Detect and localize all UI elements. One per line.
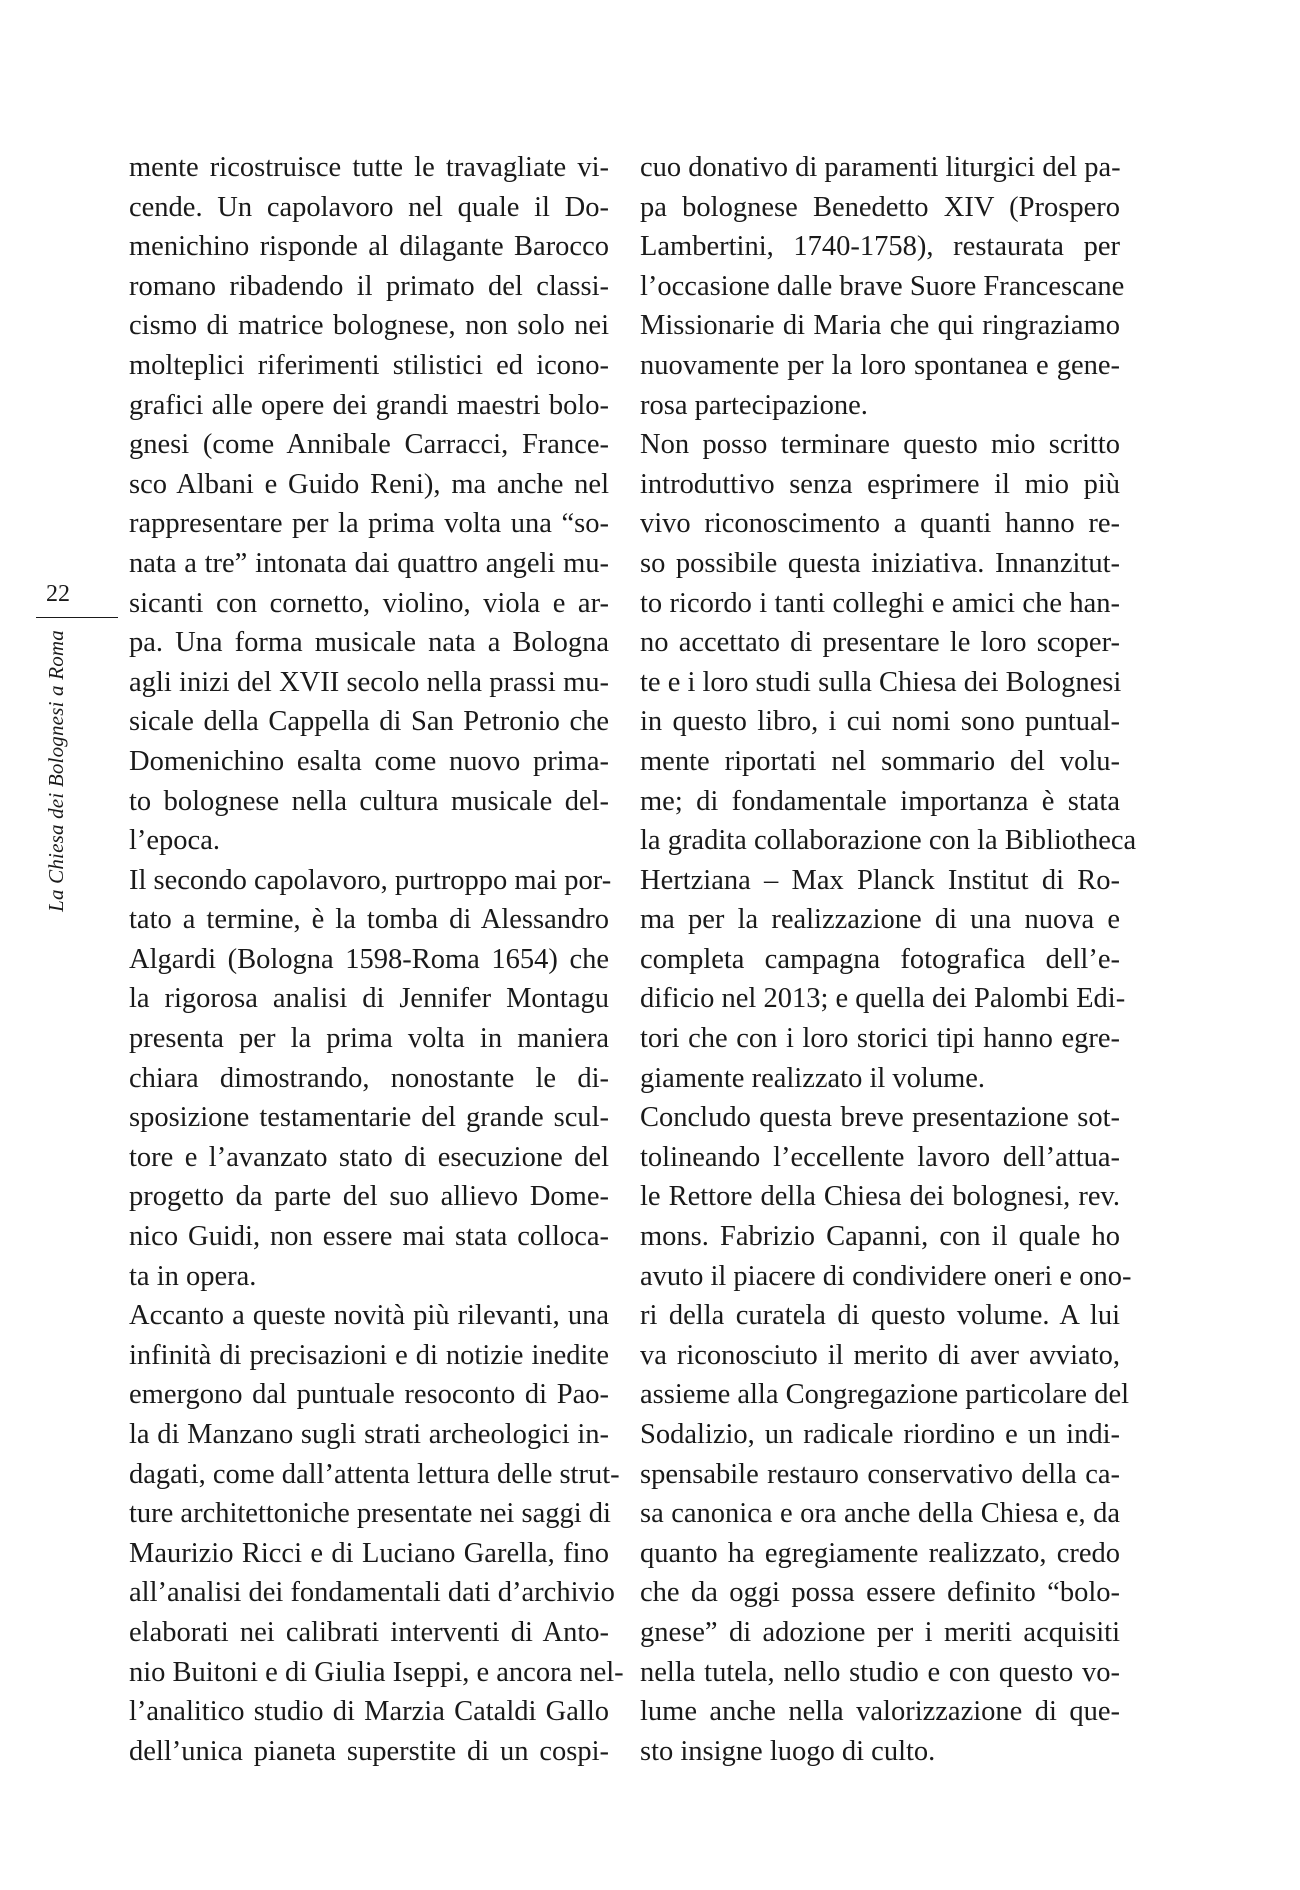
text-line: Missionarie di Maria che qui ringraziamo (640, 310, 1120, 342)
text-line: agli inizi del XVII secolo nella prassi mu- (129, 666, 609, 698)
text-line: sa canonica e ora anche della Chiesa e, da (640, 1498, 1120, 1530)
text-line: sposizione testamentarie del grande scul- (129, 1102, 609, 1134)
text-line: rappresentare per la prima volta una “so- (129, 508, 609, 540)
text-line: chiara dimostrando, nonostante le di- (129, 1062, 609, 1094)
text-line: Accanto a queste novità più rilevanti, una (129, 1300, 609, 1332)
text-line: cismo di matrice bolognese, non solo nei (129, 310, 609, 342)
text-line: pa bolognese Benedetto XIV (Prospero (640, 191, 1120, 223)
text-line: nata a tre” intonata dai quattro angeli mu- (129, 547, 609, 579)
text-line: progetto da parte del suo allievo Dome- (129, 1181, 609, 1213)
text-line: quanto ha egregiamente realizzato, credo (640, 1537, 1120, 1569)
text-line: Il secondo capolavoro, purtroppo mai por- (129, 864, 612, 896)
text-line: ma per la realizzazione di una nuova e (640, 904, 1120, 936)
text-line: Domenichino esalta come nuovo prima- (129, 745, 609, 777)
right-text-column (640, 148, 1137, 1771)
text-line: dell’unica pianeta superstite di un cospi- (129, 1735, 609, 1767)
running-title: La Chiesa dei Bolognesi a Roma (44, 630, 68, 912)
text-line: Lambertini, 1740-1758), restaurata per (640, 231, 1120, 263)
text-line: in questo libro, i cui nomi sono puntual- (640, 706, 1120, 738)
text-line: me; di fondamentale importanza è stata (640, 785, 1120, 817)
text-line: va riconosciuto il merito di aver avviato, (640, 1339, 1120, 1371)
text-line: Non posso terminare questo mio scritto (640, 429, 1120, 461)
text-line: vivo riconoscimento a quanti hanno re- (640, 508, 1120, 540)
left-text-column (129, 148, 624, 1771)
text-line: ta in opera. (129, 1260, 257, 1292)
text-line: Hertziana – Max Planck Institut di Ro- (640, 864, 1120, 896)
text-line: le Rettore della Chiesa dei bolognesi, rev. (640, 1181, 1120, 1213)
text-line: ture architettoniche presentate nei saggi di (129, 1498, 611, 1530)
text-line: rosa partecipazione. (640, 389, 868, 421)
text-line: elaborati nei calibrati interventi di Anto- (129, 1616, 609, 1648)
text-line: la gradita collaborazione con la Bibliotheca (640, 825, 1137, 857)
text-line: Algardi (Bologna 1598-Roma 1654) che (129, 943, 609, 975)
text-line: grafici alle opere dei grandi maestri bolo- (129, 389, 609, 421)
text-line: avuto il piacere di condividere oneri e ono- (640, 1260, 1132, 1292)
text-line: assieme alla Congregazione particolare del (640, 1379, 1130, 1411)
text-line: tolineando l’eccellente lavoro dell’attua- (640, 1141, 1120, 1173)
text-line: no accettato di presentare le loro scoper- (640, 627, 1120, 659)
text-line: dagati, come dall’attenta lettura delle strut- (129, 1458, 620, 1490)
text-line: nella tutela, nello studio e con questo vo- (640, 1656, 1120, 1688)
text-line: lume anche nella valorizzazione di que- (640, 1696, 1120, 1728)
text-line: tore e l’avanzato stato di esecuzione del (129, 1141, 609, 1173)
text-line: gnesi (come Annibale Carracci, France- (129, 429, 609, 461)
text-line: mente ricostruisce tutte le travagliate vi- (129, 152, 609, 183)
text-line: all’analisi dei fondamentali dati d’archivio (129, 1577, 615, 1609)
text-line: gnese” di adozione per i meriti acquisiti (640, 1616, 1120, 1648)
text-line: sicale della Cappella di San Petronio che (129, 706, 609, 738)
text-line: menichino risponde al dilagante Barocco (129, 231, 609, 263)
text-line: pa. Una forma musicale nata a Bologna (129, 627, 609, 659)
text-line: l’analitico studio di Marzia Cataldi Gallo (129, 1696, 609, 1728)
text-line: introduttivo senza esprimere il mio più (640, 468, 1120, 500)
text-line: mente riportati nel sommario del volu- (640, 745, 1120, 777)
text-line: te e i loro studi sulla Chiesa dei Bolognesi (640, 666, 1122, 698)
text-line: romano ribadendo il primato del classi- (129, 270, 609, 302)
text-line: spensabile restauro conservativo della ca- (640, 1458, 1120, 1490)
text-line: la di Manzano sugli strati archeologici in- (129, 1419, 609, 1450)
text-line: sco Albani e Guido Reni), ma anche nel (129, 468, 609, 500)
text-line: mons. Fabrizio Capanni, con il quale ho (640, 1221, 1120, 1253)
text-line: tori che con i loro storici tipi hanno egre- (640, 1023, 1120, 1055)
text-line: Concludo questa breve presentazione sot- (640, 1102, 1120, 1134)
text-line: completa campagna fotografica dell’e- (640, 943, 1120, 975)
text-line: to bolognese nella cultura musicale del- (129, 785, 609, 817)
text-line: l’epoca. (129, 825, 220, 857)
text-line: to ricordo i tanti colleghi e amici che han- (640, 587, 1120, 619)
text-line: molteplici riferimenti stilistici ed icono- (129, 349, 609, 381)
text-line: giamente realizzato il volume. (640, 1062, 986, 1094)
margin-rule (36, 617, 118, 618)
text-line: che da oggi possa essere definito “bolo- (640, 1577, 1120, 1609)
text-line: l’occasione dalle brave Suore Francescane (640, 270, 1125, 302)
text-line: Maurizio Ricci e di Luciano Garella, fino (129, 1537, 609, 1569)
text-line: Sodalizio, un radicale riordino e un indi- (640, 1419, 1120, 1450)
text-line: emergono dal puntuale resoconto di Pao- (129, 1379, 609, 1411)
text-line: cuo donativo di paramenti liturgici del pa- (640, 152, 1121, 183)
text-line: sto insigne luogo di culto. (640, 1735, 936, 1767)
text-line: nico Guidi, non essere mai stata colloca- (129, 1221, 609, 1253)
text-line: dificio nel 2013; e quella dei Palombi Edi- (640, 983, 1126, 1015)
text-line: cende. Un capolavoro nel quale il Do- (129, 191, 609, 223)
text-line: ri della curatela di questo volume. A lui (640, 1300, 1120, 1332)
page-number: 22 (46, 581, 70, 607)
text-line: tato a termine, è la tomba di Alessandro (129, 904, 609, 936)
text-line: presenta per la prima volta in maniera (129, 1023, 609, 1055)
text-line: so possibile questa iniziativa. Innanzitut- (640, 547, 1120, 579)
text-line: infinità di precisazioni e di notizie inedite (129, 1339, 609, 1371)
text-line: nio Buitoni e di Giulia Iseppi, e ancora nel- (129, 1656, 624, 1688)
text-line: sicanti con cornetto, violino, viola e ar- (129, 587, 609, 619)
text-line: nuovamente per la loro spontanea e gene- (640, 349, 1120, 381)
text-line: la rigorosa analisi di Jennifer Montagu (129, 983, 609, 1015)
